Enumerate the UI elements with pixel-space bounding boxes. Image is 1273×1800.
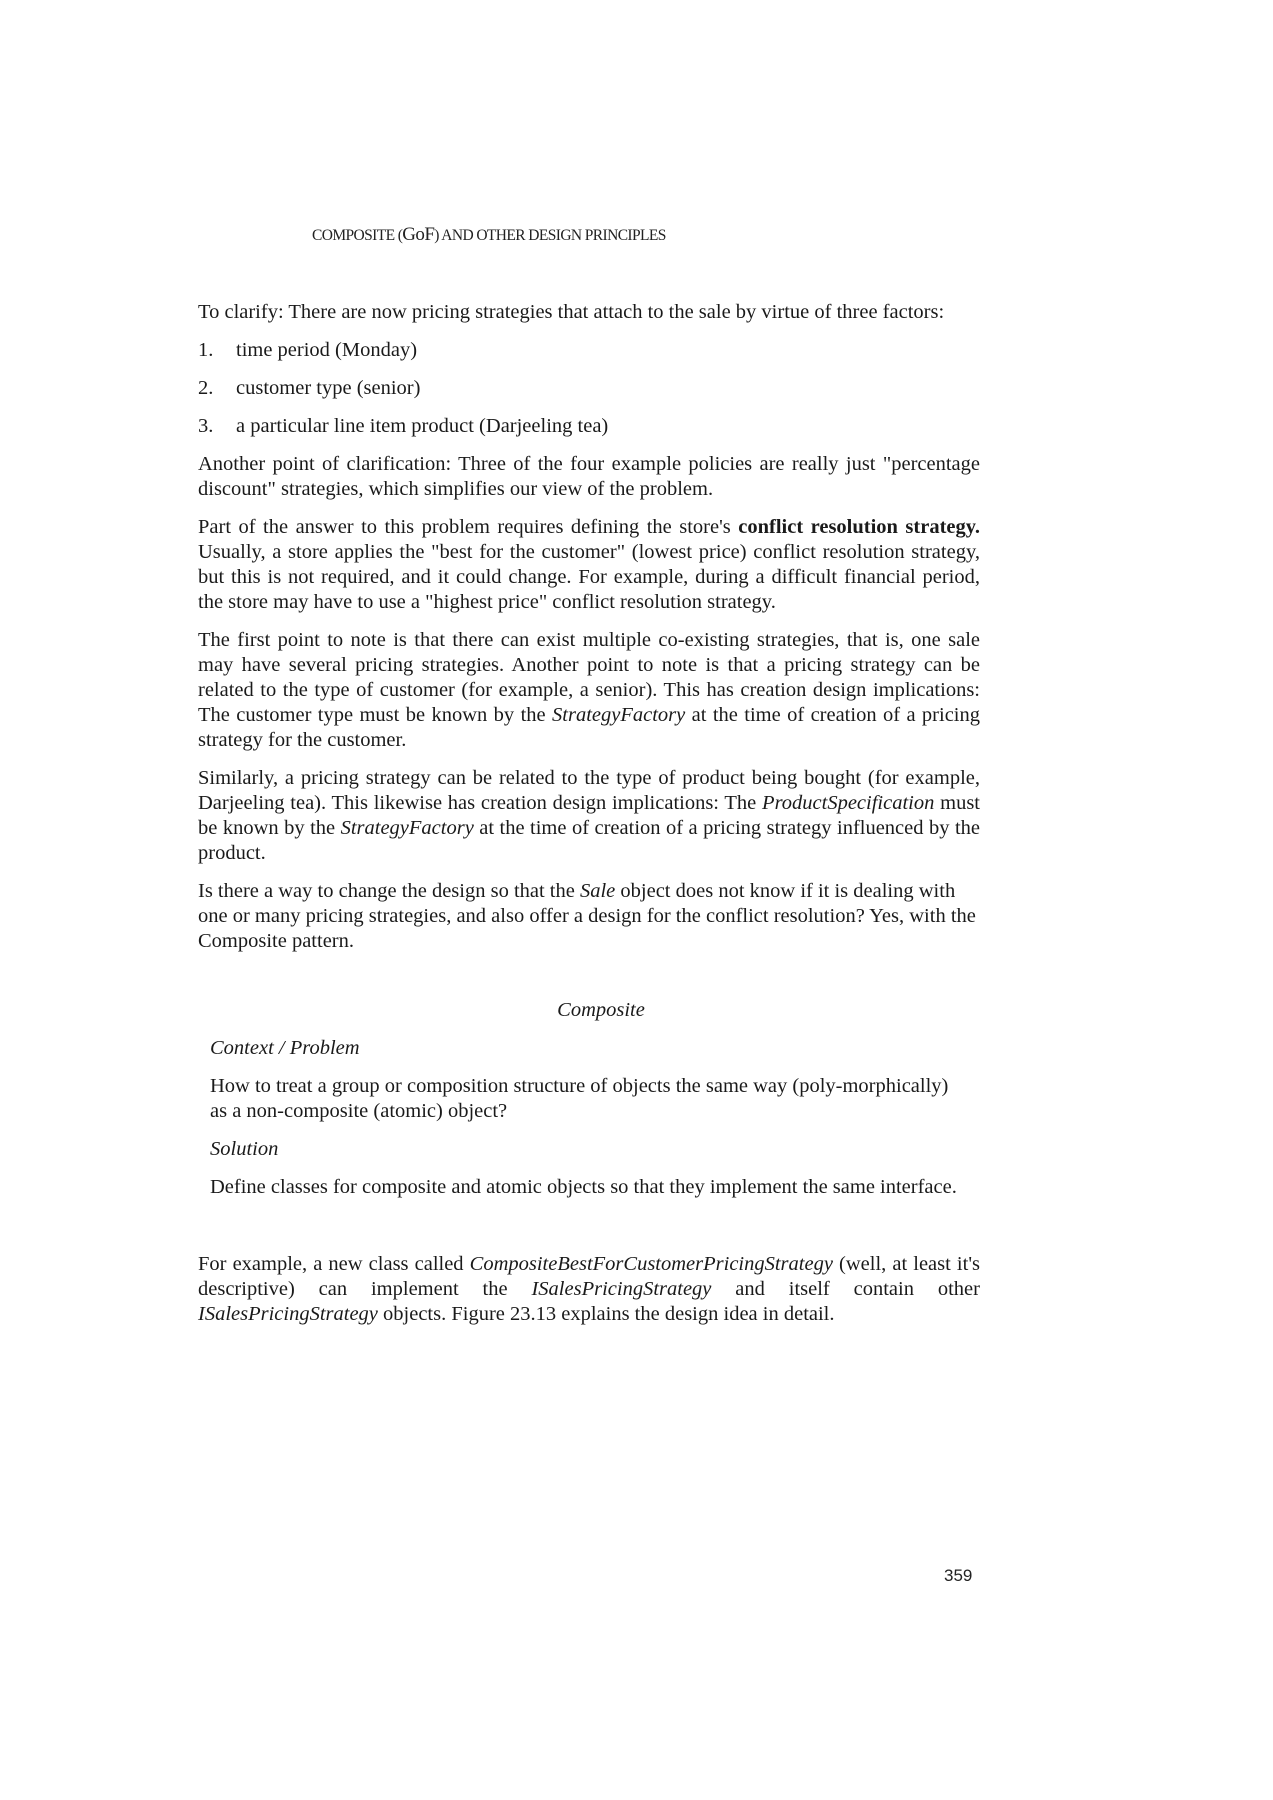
- running-header: COMPOSITE (GoF) AND OTHER DESIGN PRINCIPLES: [312, 224, 666, 245]
- list-item: 1. time period (Monday): [198, 339, 418, 361]
- list-item: 2. customer type (senior): [198, 377, 421, 399]
- pattern-box: [198, 1036, 970, 1200]
- context-text: How to treat a group or composition structure of objects the same way (poly-morphically) as a non-composite (atomic) object?: [210, 1075, 949, 1122]
- context-label: Context / Problem: [210, 1037, 360, 1059]
- pattern-title: Composite: [557, 999, 645, 1021]
- factor-list: [198, 338, 980, 439]
- example-paragraph: For example, a new class called CompositeBestForCustomerPricingStrategy (well, at least it's descriptive) can implement the ISalesPricingStrategy and itself contain other ISalesPricingStrategy objects. Figure 23.13 explains the design idea in detail.: [198, 1253, 980, 1325]
- page-number: 359: [944, 1566, 973, 1585]
- intro-paragraph: To clarify: There are now pricing strategies that attach to the sale by virtue of three factors:: [198, 301, 945, 323]
- conflict-resolution-paragraph: Part of the answer to this problem requires defining the store's conflict resolution strategy. Usually, a store applies the "best for the customer" (lowest price) conflict resolution strategy, but this is not required, and it could change. For example, during a difficult financial period, the store may have to use a "highest price" conflict resolution strategy.: [198, 516, 980, 613]
- list-item: 3. a particular line item product (Darjeeling tea): [198, 415, 609, 437]
- product-paragraph: Similarly, a pricing strategy can be related to the type of product being bought (for example, Darjeeling tea). This likewise has creation design implications: The ProductSpecification must be known by the StrategyFactory at the time of creation of a pricing strategy influenced by the product.: [198, 767, 980, 864]
- solution-label: Solution: [210, 1138, 279, 1160]
- page-body: [198, 300, 980, 1340]
- question-paragraph: Is there a way to change the design so that the Sale object does not know if it is dealing with one or many pricing strategies, and also offer a design for the conflict resolution? Yes, with the Composite pattern.: [198, 880, 976, 952]
- clarification-paragraph: Another point of clarification: Three of the four example policies are really just "percentage discount" strategies, which simplifies our view of the problem.: [198, 453, 980, 500]
- strategies-paragraph: The first point to note is that there can exist multiple co-existing strategies, that is, one sale may have several pricing strategies. Another point to note is that a pricing strategy can be related to the type of customer (for example, a senior). This has creation design implications: The customer type must be known by the StrategyFactory at the time of creation of a pricing strategy for the customer.: [198, 629, 980, 751]
- solution-text: Define classes for composite and atomic objects so that they implement the same interface.: [210, 1176, 957, 1198]
